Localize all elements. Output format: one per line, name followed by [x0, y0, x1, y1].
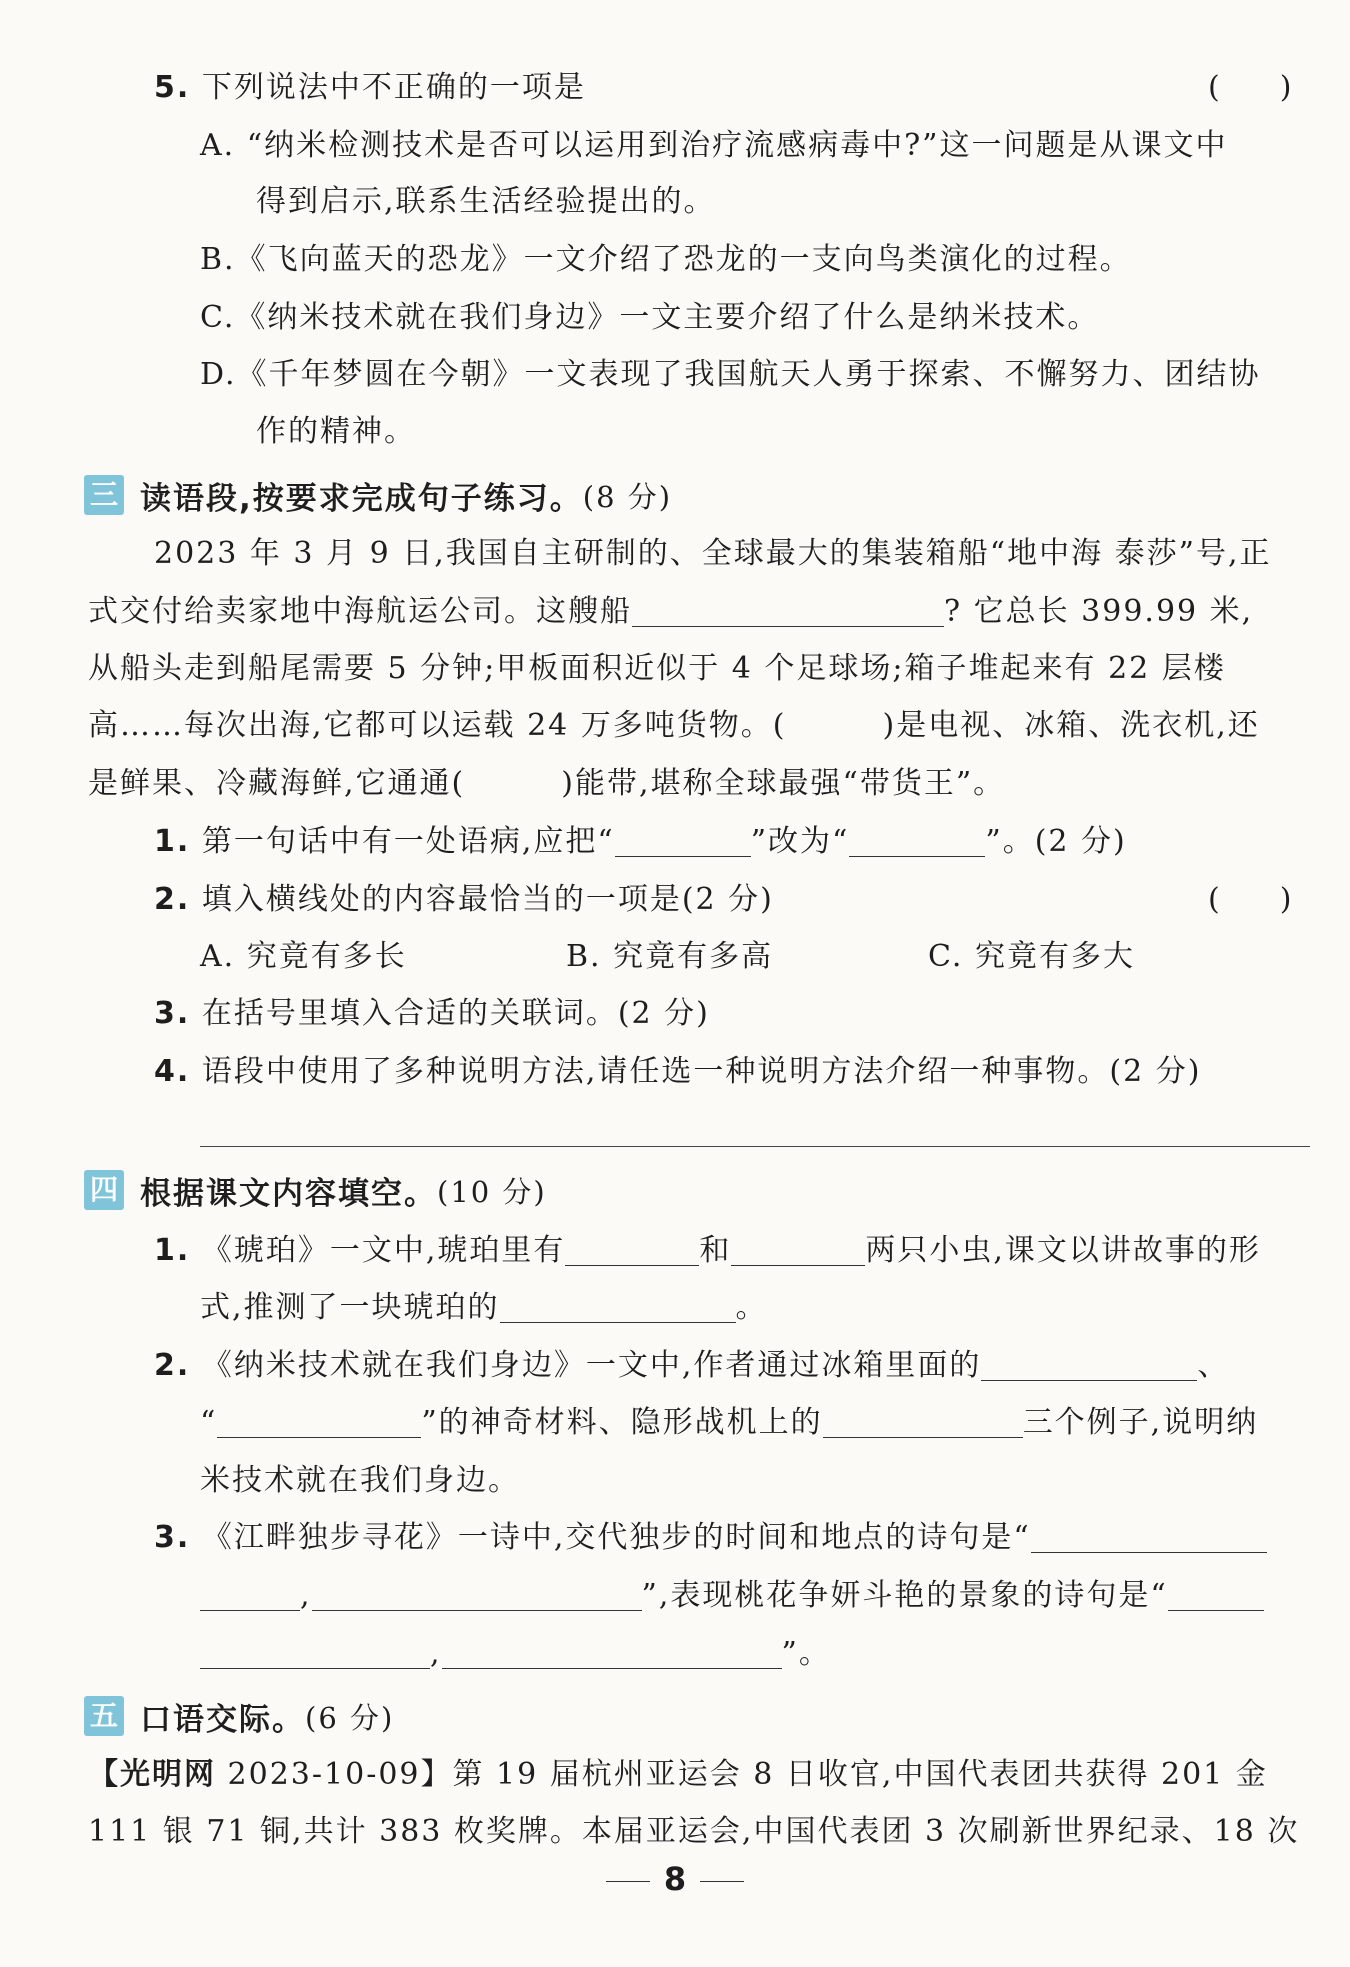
- section-3-title: 读语段,按要求完成句子练习。: [140, 480, 583, 517]
- q5-number: 5.: [154, 70, 191, 105]
- footer-dash-left: [606, 1881, 650, 1882]
- q5-option-d-cont: 作的精神。: [256, 414, 416, 449]
- s3-q1-text-b: ”改为“: [750, 824, 850, 859]
- s4-q2-text-a: 《纳米技术就在我们身边》一文中,作者通过冰箱里面的: [201, 1348, 982, 1383]
- s4-q2-blank-2[interactable]: [217, 1407, 421, 1438]
- s3-q2-option-a: A. 究竟有多长: [200, 939, 407, 974]
- s4-q2-text-b: 、: [1197, 1348, 1230, 1383]
- s5-date: 2023-10-09】: [227, 1757, 453, 1792]
- passage-line-4: [88, 706, 1260, 746]
- q5-answer-paren[interactable]: ( ): [1208, 70, 1292, 105]
- s3-q3: [154, 994, 710, 1034]
- s4-q2-blank-1[interactable]: [981, 1350, 1197, 1381]
- s4-q2-line-2: [200, 1403, 1258, 1443]
- s3-q1-blank-2[interactable]: [849, 826, 985, 857]
- s4-q2-line-3: 米技术就在我们身边。: [200, 1463, 520, 1498]
- s5-source: 【光明网: [88, 1757, 216, 1792]
- s4-q3-blank-4[interactable]: [1168, 1580, 1264, 1611]
- passage-blank-1[interactable]: [632, 596, 944, 627]
- s4-q1-number: 1.: [154, 1233, 191, 1268]
- s4-q3-line-2: [200, 1576, 1264, 1616]
- s4-q3-blank-5[interactable]: [200, 1638, 430, 1669]
- s4-q2-text-e: 三个例子,说明纳: [1022, 1405, 1259, 1440]
- section-4-title: 根据课文内容填空。: [140, 1175, 437, 1212]
- s3-q4: [154, 1052, 1201, 1092]
- passage-line-2-a: 式交付给卖家地中海航运公司。这艘船: [88, 594, 632, 629]
- passage-line-4-a: 高……每次出海,它都可以运载 24 万多吨货物。(: [88, 708, 787, 743]
- s4-q1-line-2: [200, 1288, 768, 1328]
- s4-q2-line-1: [154, 1346, 1229, 1386]
- s3-q1: [154, 822, 1127, 862]
- passage-line-5-b: )能带,堪称全球最强“带货王”。: [561, 766, 1006, 801]
- s4-q3-line-3: [200, 1634, 831, 1674]
- s5-text-1: 第 19 届杭州亚运会 8 日收官,中国代表团共获得 201 金: [452, 1757, 1268, 1792]
- q5-option-a: A. “纳米检测技术是否可以运用到治疗流感病毒中?”这一问题是从课文中: [200, 128, 1228, 163]
- page-footer: [0, 1860, 1350, 1898]
- s4-q3-text-a: 《江畔独步寻花》一诗中,交代独步的时间和地点的诗句是“: [201, 1520, 1031, 1555]
- s3-q4-number: 4.: [154, 1054, 191, 1089]
- section-4-badge: 四: [84, 1170, 124, 1210]
- passage-line-3: 从船头走到船尾需要 5 分钟;甲板面积近似于 4 个足球场;箱子堆起来有 22 层楼: [88, 651, 1226, 686]
- s4-q2-number: 2.: [154, 1348, 191, 1383]
- passage-line-2-b: ? 它总长 399.99 米,: [944, 594, 1254, 629]
- s3-q2-option-c: C. 究竟有多大: [928, 939, 1135, 974]
- s4-q2-text-d: ”的神奇材料、隐形战机上的: [421, 1405, 823, 1440]
- s4-q3-text-b: ,: [300, 1578, 312, 1613]
- s3-q4-answer-line[interactable]: [200, 1146, 1310, 1147]
- section-5-score: (6 分): [305, 1700, 395, 1735]
- q5-option-c: C.《纳米技术就在我们身边》一文主要介绍了什么是纳米技术。: [200, 300, 1100, 335]
- s4-q1-text-e: 。: [735, 1290, 768, 1325]
- s4-q1-text-c: 两只小虫,课文以讲故事的形: [865, 1233, 1261, 1268]
- s4-q1-text-a: 《琥珀》一文中,琥珀里有: [201, 1233, 566, 1268]
- q5-text: 下列说法中不正确的一项是: [201, 70, 586, 105]
- section-3-score: (8 分): [582, 479, 673, 514]
- s3-q2: [154, 880, 774, 920]
- passage-line-5: [88, 764, 1005, 804]
- passage-line-2: [88, 592, 1253, 632]
- s4-q3-blank-3[interactable]: [312, 1580, 642, 1611]
- s3-q1-text-a: 第一句话中有一处语病,应把“: [201, 824, 615, 859]
- passage-line-4-b: )是电视、冰箱、洗衣机,还: [882, 708, 1260, 743]
- s4-q3-text-c: ”,表现桃花争妍斗艳的景象的诗句是“: [641, 1578, 1168, 1613]
- section-4-heading: [84, 1168, 547, 1212]
- s5-line-2: 111 银 71 铜,共计 383 枚奖牌。本届亚运会,中国代表团 3 次刷新世界纪录、18 次: [88, 1814, 1300, 1849]
- s3-q3-number: 3.: [154, 996, 191, 1031]
- section-3-heading: [84, 473, 672, 517]
- section-3-badge: 三: [84, 475, 124, 515]
- s4-q3-line-1: [154, 1518, 1267, 1558]
- s3-q2-answer-paren[interactable]: ( ): [1208, 882, 1292, 917]
- s4-q1-line-1: [154, 1231, 1261, 1271]
- section-5-title: 口语交际。: [140, 1701, 305, 1738]
- s4-q3-blank-2[interactable]: [200, 1580, 300, 1611]
- s4-q2-blank-3[interactable]: [823, 1407, 1023, 1438]
- q5-option-a-cont: 得到启示,联系生活经验提出的。: [256, 184, 716, 219]
- footer-dash-right: [700, 1881, 744, 1882]
- s3-q3-text: 在括号里填入合适的关联词。(2 分): [201, 996, 710, 1031]
- page-number: 8: [663, 1860, 687, 1898]
- s3-q2-option-b: B. 究竟有多高: [566, 939, 774, 974]
- s5-line-1: [88, 1755, 1268, 1795]
- s3-q2-number: 2.: [154, 882, 191, 917]
- q5-option-d: D.《千年梦圆在今朝》一文表现了我国航天人勇于探索、不懈努力、团结协: [200, 357, 1261, 392]
- s4-q1-blank-2[interactable]: [731, 1235, 865, 1266]
- passage-line-5-a: 是鲜果、冷藏海鲜,它通通(: [88, 766, 466, 801]
- s4-q3-text-e: ”。: [781, 1636, 831, 1671]
- passage-line-1: 2023 年 3 月 9 日,我国自主研制的、全球最大的集装箱船“地中海 泰莎”号,正: [154, 536, 1272, 571]
- q5-option-b: B.《飞向蓝天的恐龙》一文介绍了恐龙的一支向鸟类演化的过程。: [200, 242, 1132, 277]
- s4-q1-blank-3[interactable]: [500, 1292, 736, 1323]
- s4-q1-text-d: 式,推测了一块琥珀的: [200, 1290, 500, 1325]
- section-5-badge: 五: [84, 1696, 124, 1736]
- s4-q3-text-d: ,: [430, 1636, 442, 1671]
- s3-q1-blank-1[interactable]: [615, 826, 751, 857]
- s3-q4-text: 语段中使用了多种说明方法,请任选一种说明方法介绍一种事物。(2 分): [201, 1054, 1202, 1089]
- s4-q3-number: 3.: [154, 1520, 191, 1555]
- s3-q1-number: 1.: [154, 824, 191, 859]
- s4-q3-blank-1[interactable]: [1031, 1522, 1267, 1553]
- s4-q3-blank-6[interactable]: [442, 1638, 782, 1669]
- s3-q1-text-c: ”。(2 分): [985, 824, 1127, 859]
- section-5-heading: [84, 1694, 394, 1738]
- section-4-score: (10 分): [437, 1174, 547, 1209]
- q5-stem: [154, 68, 586, 108]
- s3-q2-text: 填入横线处的内容最恰当的一项是(2 分): [201, 882, 774, 917]
- s4-q1-text-b: 和: [699, 1233, 732, 1268]
- s4-q2-text-c: “: [200, 1405, 218, 1440]
- s4-q1-blank-1[interactable]: [565, 1235, 699, 1266]
